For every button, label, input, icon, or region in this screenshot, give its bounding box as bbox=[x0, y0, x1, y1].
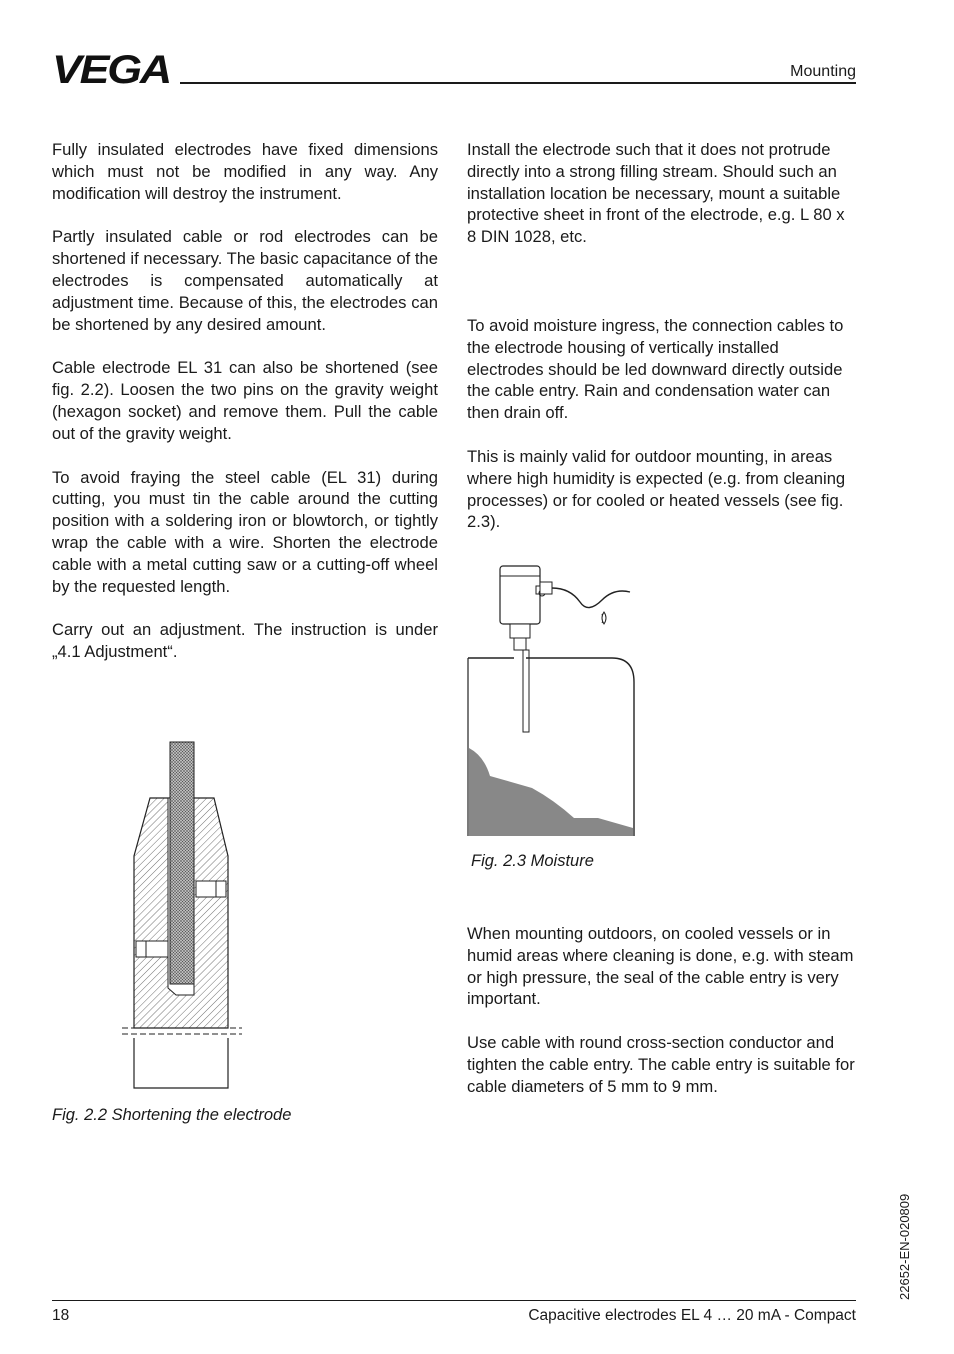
page-number: 18 bbox=[52, 1307, 70, 1324]
gravity-weight-drawing bbox=[118, 738, 248, 1094]
vega-logo bbox=[52, 52, 172, 91]
left-column bbox=[52, 139, 438, 685]
figure-moisture bbox=[462, 560, 642, 845]
paragraph: Install the electrode such that it does not protrude directly into a strong filling stream. Should such an installation location be necessary, mount a suitable protective sheet in front of the electrode, e.g. L 80 x 8 DIN 1028, etc. bbox=[467, 140, 845, 247]
paragraph: Carry out an adjustment. The instruction is under „4.1 Adjustment“. bbox=[52, 620, 438, 662]
header-rule bbox=[180, 82, 856, 84]
paragraph: Partly insulated cable or rod electrodes can be shortened if necessary. The basic capacitance of the electrodes is compensated automatically at adjustment time. Because of this, the electrodes can be shortened by any desired amount. bbox=[52, 227, 438, 334]
right-column-block-2 bbox=[467, 315, 857, 555]
document-title: Capacitive electrodes EL 4 … 20 mA - Compact bbox=[528, 1307, 856, 1324]
paragraph: When mounting outdoors, on cooled vessels or in humid areas where cleaning is done, e.g. with steam or high pressure, the seal of the cable entry is very important. bbox=[467, 924, 854, 1009]
figure-caption: Fig. 2.3 Moisture bbox=[471, 852, 594, 870]
right-column-block-1 bbox=[467, 139, 857, 270]
svg-text:VEGA: VEGA bbox=[52, 52, 170, 86]
figure-shortening-electrode bbox=[118, 738, 248, 1099]
document-code: 22652-EN-020809 bbox=[897, 1193, 912, 1300]
vega-logo-mark bbox=[52, 52, 172, 86]
footer-rule bbox=[52, 1300, 856, 1301]
vessel-electrode-drawing bbox=[462, 560, 642, 840]
figure-caption: Fig. 2.2 Shortening the electrode bbox=[52, 1106, 292, 1124]
paragraph: Fully insulated electrodes have fixed dimensions which must not be modified in any way. Any modification will destroy the instrument. bbox=[52, 140, 438, 203]
paragraph: To avoid moisture ingress, the connection cables to the electrode housing of vertically installed electrodes should be led downward directly outside the cable entry. Rain and condensation water can then drain off. bbox=[467, 316, 844, 423]
paragraph: Cable electrode EL 31 can also be shortened (see fig. 2.2). Loosen the two pins on the gravity weight (hexagon socket) and remove them. Pull the cable out of the gravity weight. bbox=[52, 358, 438, 443]
paragraph: To avoid fraying the steel cable (EL 31) during cutting, you must tin the cable around the cutting position with a soldering iron or blowtorch, or tightly wrap the cable with a wire. Shorten the electrode cable with a metal cutting saw or a cutting-off wheel by the requested length. bbox=[52, 467, 438, 596]
right-column-block-3 bbox=[467, 923, 857, 1120]
paragraph: Use cable with round cross-section conductor and tighten the cable entry. The cable entry is suitable for cable diameters of 5 mm to 9 mm. bbox=[467, 1033, 855, 1096]
section-label: Mounting bbox=[790, 63, 856, 80]
paragraph: This is mainly valid for outdoor mounting, in areas where high humidity is expected (e.g. from cleaning processes) or for cooled or heated vessels (see fig. 2.3). bbox=[467, 446, 846, 532]
